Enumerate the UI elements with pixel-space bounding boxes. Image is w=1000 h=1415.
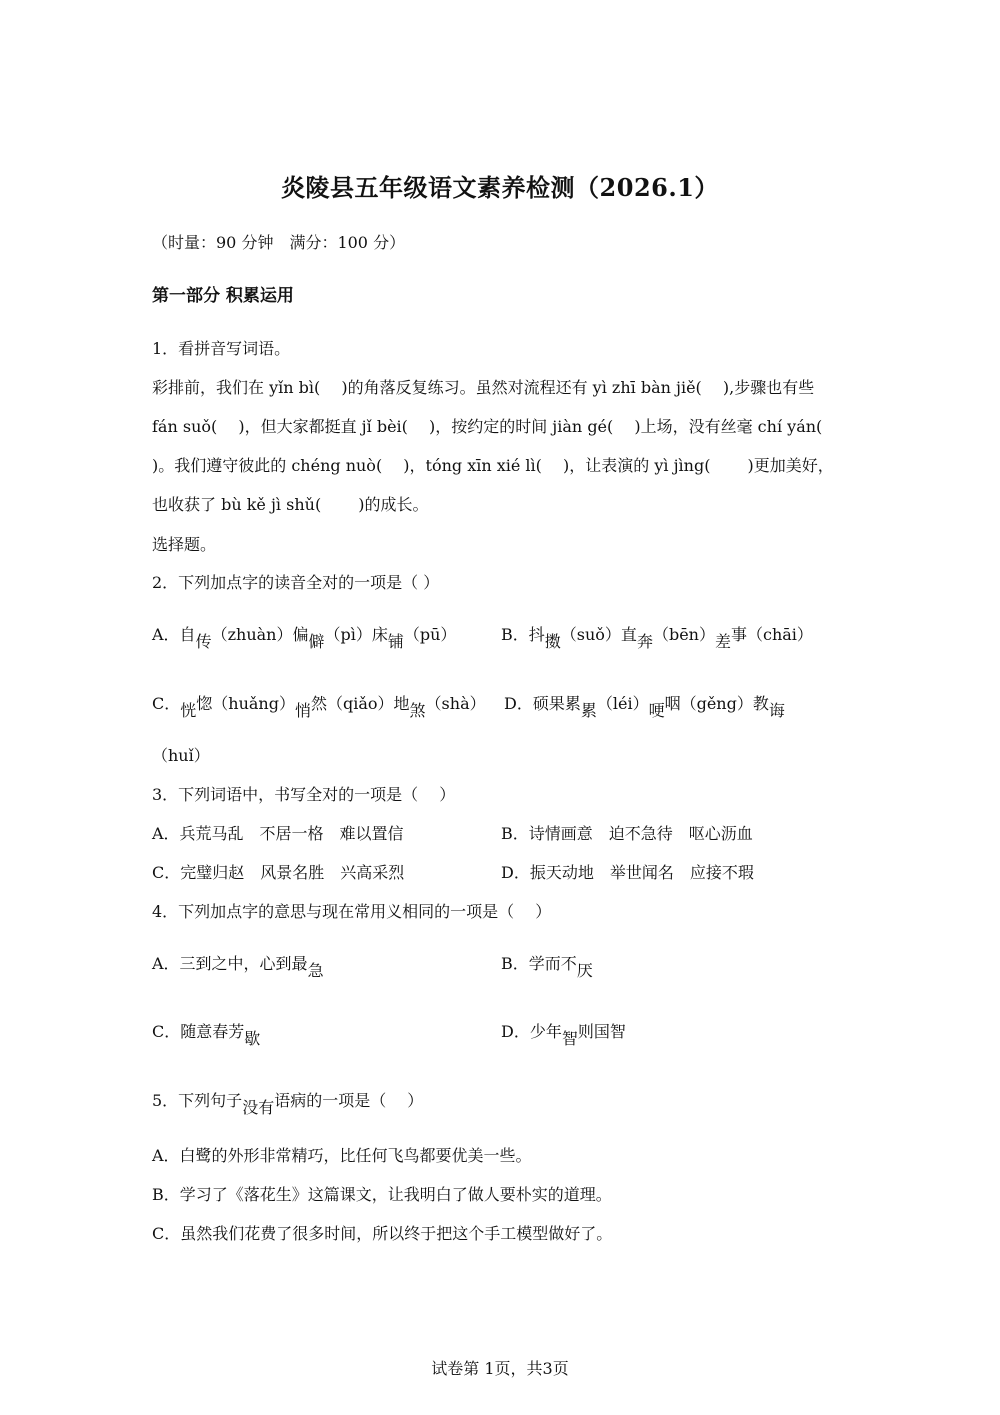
question-2-option-a: A．自传（zhuàn）偏僻（pì）床铺（pū） [152,625,457,651]
page-title: 炎陵县五年级语文素养检测（2026.1） [281,173,719,202]
question-1-heading: 1．看拼音写词语。 [152,339,291,358]
question-2-option-c: C．恍惚（huǎng）悄然（qiǎo）地煞（shà） [152,694,486,720]
question-4-heading: 4．下列加点字的意思与现在常用义相同的一项是（ ） [152,902,552,921]
question-5-heading: 5．下列句子没有语病的一项是（ ） [152,1091,424,1117]
question-3-option-a: A．兵荒马乱 不居一格 难以置信 [152,824,404,843]
question-4-option-a: A．三到之中，心到最急 [152,954,324,980]
question-1-line-2: fán suǒ( )，但大家都挺直 jǐ bèi( )，按约定的时间 jiàn gé( )上场，没有丝毫 chí yán( [152,417,823,436]
question-1-line-3: )。我们遵守彼此的 chéng nuò( )，tóng xīn xié lì( )，让表演的 yì jìng( )更加美好， [152,456,834,475]
question-2-heading: 2．下列加点字的读音全对的一项是（ ） [152,573,440,592]
question-5-option-b: B．学习了《落花生》这篇课文，让我明白了做人要朴实的道理。 [152,1185,612,1204]
question-5-option-a: A．白鹭的外形非常精巧，比任何飞鸟都要优美一些。 [152,1146,532,1165]
question-3-option-b: B．诗情画意 迫不急待 呕心沥血 [501,824,753,843]
question-1-line-1: 彩排前，我们在 yǐn bì( )的角落反复练习。虽然对流程还有 yì zhī bàn jiě( ),步骤也有些 [152,378,815,397]
question-3-option-d: D．振天动地 举世闻名 应接不瑕 [501,863,754,882]
page-footer: 试卷第 1页，共3页 [431,1359,569,1378]
question-1-line-4: 也收获了 bù kě jì shǔ( )的成长。 [152,495,429,514]
question-2-option-d: D．硕果累累（léi）哽咽（gěng）教诲 [504,694,785,720]
section-heading: 第一部分 积累运用 [152,286,294,306]
question-2-option-d-continued: （huǐ） [152,746,210,765]
question-2-option-b: B．抖擞（suǒ）直奔（bēn）差事（chāi） [501,625,813,651]
choice-section-heading: 选择题。 [152,535,217,554]
exam-meta: （时量：90 分钟 满分：100 分） [152,233,406,252]
question-3-heading: 3．下列词语中，书写全对的一项是（ ） [152,785,456,804]
question-4-option-d: D．少年智则国智 [501,1022,626,1048]
question-4-option-b: B．学而不厌 [501,954,593,980]
question-4-option-c: C．随意春芳歇 [152,1022,261,1048]
question-5-option-c: C．虽然我们花费了很多时间，所以终于把这个手工模型做好了。 [152,1224,613,1243]
question-3-option-c: C．完璧归赵 风景名胜 兴高采烈 [152,863,405,882]
